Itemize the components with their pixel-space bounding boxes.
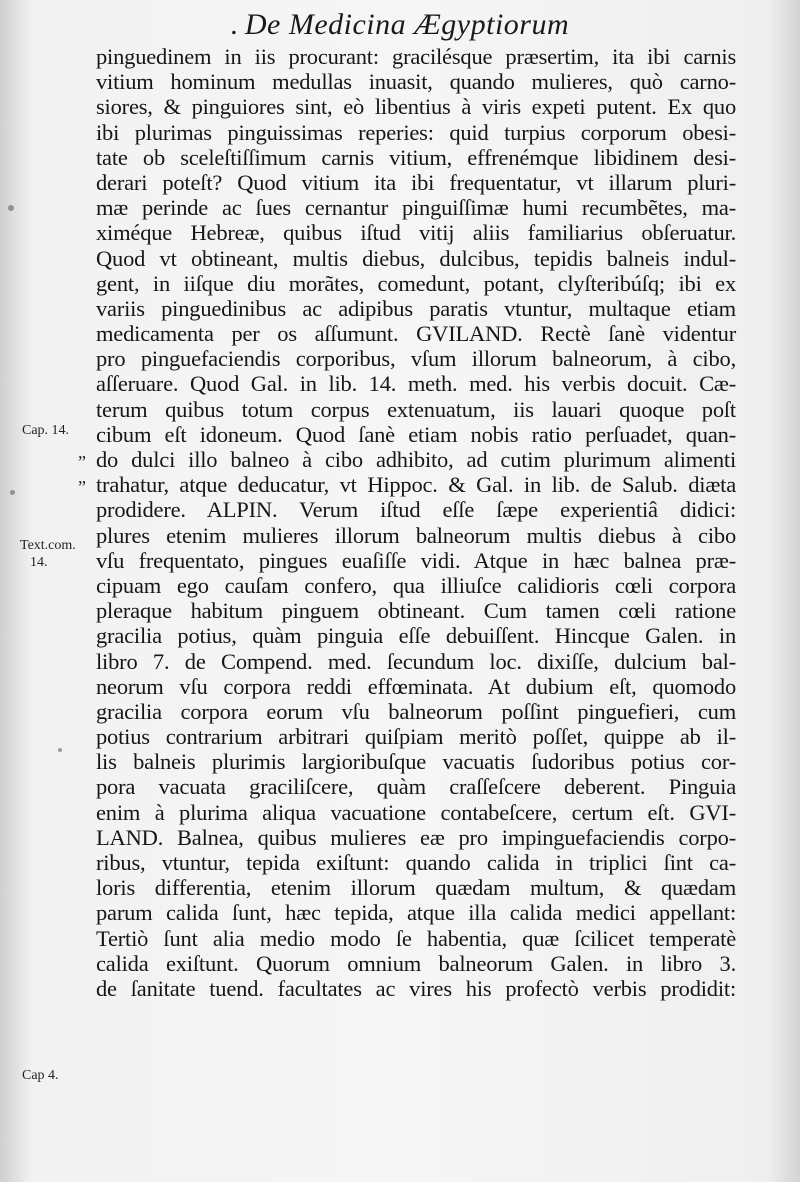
header-dot: . (230, 8, 239, 41)
text-line: LAND. Balnea, quibus mulieres eæ pro impinguefaciendis corpo- (96, 824, 736, 850)
margin-note-textcom: Text.com. (20, 538, 76, 553)
text-line: calida exiſtunt. Quorum omnium balneorum Galen. in libro 3. (96, 950, 736, 976)
text-line: aſſeruare. Quod Gal. in lib. 14. meth. med. his verbis docuit. Cæ- (96, 371, 736, 397)
text-line: pinguedinem in iis procurant: gracilésque præsertim, ita ibi carnis (96, 44, 736, 69)
text-line: vitium hominum medullas inuasit, quando mulieres, quò carno- (96, 69, 736, 95)
text-line: pro pinguefaciendis corporibus, vſum illorum balneorum, à cibo, (96, 346, 736, 372)
text-line: enim à plurima aliqua vacuatione contabeſcere, certum eſt. GVI- (96, 799, 736, 825)
text-line: variis pinguedinibus ac adipibus paratis vtuntur, multaque etiam (96, 295, 736, 321)
text-line: mæ perinde ac ſues cernantur pinguiſſimæ humi recumbẽtes, ma- (96, 195, 736, 221)
text-line: derari poteſt? Quod vitium ita ibi frequentatur, vt illarum pluri- (96, 169, 736, 195)
text-line: pleraque habitum pinguem obtineant. Cum tamen cœli ratione (96, 598, 736, 624)
ink-speck (58, 748, 62, 752)
page-title: De Medicina Ægyptiorum (244, 8, 570, 41)
ink-speck (8, 205, 14, 211)
text-line: tate ob sceleſtiſſimum carnis vitium, effrenémque libidinem desi- (96, 144, 736, 170)
text-line: vſu frequentato, pingues euaſiſſe vidi. Atque in hæc balnea præ- (96, 547, 736, 573)
text-line: do dulci illo balneo à cibo adhibito, ad cutim plurimum alimenti (96, 447, 736, 472)
text-line: ximéque Hebreæ, quibus iſtud vitij aliis familiarius obſeruatur. (96, 220, 736, 246)
text-line: plures etenim mulieres illorum balneorum multis diebus à cibo (96, 522, 736, 548)
text-line: ribus, vtuntur, tepida exiſtunt: quando calida in triplici ſint ca- (96, 850, 736, 875)
margin-note-cap4: Cap 4. (22, 1068, 59, 1083)
margin-quote-mark: ” (78, 477, 86, 497)
text-line: lis balneis plurimis largioribuſque vacuatis ſudoribus potius cor- (96, 749, 736, 775)
text-line: terum quibus totum corpus extenuatum, iis lauari quoque poſt (96, 396, 736, 422)
text-line: gent, in iiſque diu morãtes, comedunt, potant, clyſteribúſq; ibi ex (96, 270, 736, 296)
text-line: gracilia corpora eorum vſu balneorum poſſint pinguefieri, cum (96, 698, 736, 724)
text-line: trahatur, atque deducatur, vt Hippoc. & Gal. in lib. de Salub. diæta (96, 472, 736, 498)
text-line: cibum eſt idoneum. Quod ſanè etiam nobis ratio perſuadet, quan- (96, 421, 736, 447)
text-line: ibi plurimas pinguissimas reperies: quid turpius corporum obesi- (96, 119, 736, 145)
text-line: Tertiò ſunt alia medio modo ſe habentia, quæ ſcilicet temperatè (96, 925, 736, 951)
text-line: libro 7. de Compend. med. ſecundum loc. dixiſſe, dulcium bal- (96, 648, 736, 674)
ink-speck (10, 490, 15, 495)
text-line: loris differentia, etenim illorum quædam multum, & quædam (96, 875, 736, 901)
running-header (0, 8, 800, 42)
text-line: prodidere. ALPIN. Verum iſtud eſſe ſæpe experientiâ didici: (96, 497, 736, 523)
text-line: gracilia potius, quàm pinguia eſſe debuiſſent. Hincque Galen. in (96, 623, 736, 649)
text-line: pora vacuata graciliſcere, quàm craſſeſcere deberent. Pinguia (96, 774, 736, 800)
main-text-block (96, 44, 736, 1001)
margin-note-cap14: Cap. 14. (22, 423, 70, 438)
text-line: siores, & pinguiores sint, eò libentius à viris expeti putent. Ex quo (96, 94, 736, 120)
margin-note-num14: 14. (30, 555, 48, 570)
text-line: Quod vt obtineant, multis diebus, dulcibus, tepidis balneis indul- (96, 245, 736, 271)
margin-notes (0, 0, 96, 1182)
margin-quote-mark: ” (78, 452, 86, 472)
text-line: medicamenta per os aſſumunt. GVILAND. Rectè ſanè videntur (96, 321, 736, 347)
text-line: potius contrarium arbitrari quiſpiam meritò poſſet, quippe ab il- (96, 724, 736, 750)
text-line: neorum vſu corpora reddi effœminata. At dubium eſt, quomodo (96, 673, 736, 699)
text-line: parum calida ſunt, hæc tepida, atque illa calida medici appellant: (96, 900, 736, 926)
text-line: cipuam ego cauſam confero, qua illiuſce calidioris cœli corpora (96, 572, 736, 598)
text-line: de ſanitate tuend. facultates ac vires his profectò verbis prodidit: (96, 975, 736, 1001)
